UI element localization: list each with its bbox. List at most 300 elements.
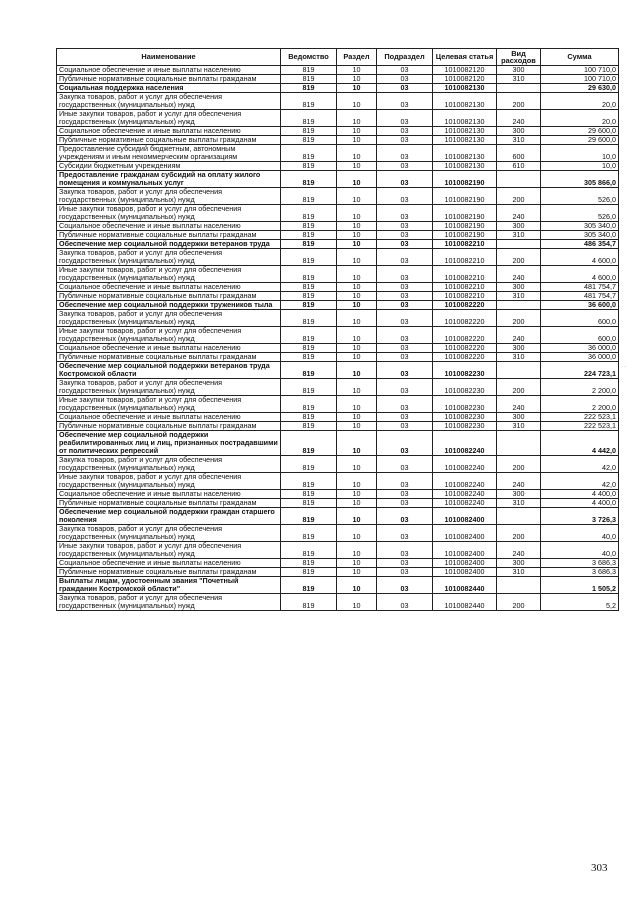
cell-subsection: 03 [377,456,433,473]
cell-exp-type: 300 [497,413,541,422]
cell-name: Закупка товаров, работ и услуг для обеспечения государственных (муниципальных) нужд [57,379,281,396]
cell-section: 10 [337,353,377,362]
cell-sum: 305 340,0 [541,222,619,231]
cell-subsection: 03 [377,568,433,577]
cell-dept: 819 [281,542,337,559]
cell-name: Иные закупки товаров, работ и услуг для обеспечения государственных (муниципальных) нужд [57,473,281,490]
cell-section: 10 [337,66,377,75]
table-row [57,525,619,542]
cell-exp-type: 240 [497,396,541,413]
cell-exp-type [497,577,541,594]
table-row [57,362,619,379]
cell-dept: 819 [281,188,337,205]
cell-target: 1010082240 [433,456,497,473]
header-name: Наименование [57,49,281,66]
cell-subsection: 03 [377,559,433,568]
cell-dept: 819 [281,136,337,145]
cell-name: Социальное обеспечение и иные выплаты населению [57,559,281,568]
cell-subsection: 03 [377,379,433,396]
cell-dept: 819 [281,145,337,162]
cell-target: 1010082440 [433,594,497,611]
cell-subsection: 03 [377,249,433,266]
cell-target: 1010082230 [433,396,497,413]
cell-dept: 819 [281,283,337,292]
cell-target: 1010082440 [433,577,497,594]
cell-section: 10 [337,162,377,171]
table-row [57,188,619,205]
cell-section: 10 [337,188,377,205]
table-row [57,205,619,222]
cell-dept: 819 [281,75,337,84]
cell-name: Публичные нормативные социальные выплаты гражданам [57,75,281,84]
cell-sum: 4 442,0 [541,431,619,456]
cell-sum: 222 523,1 [541,413,619,422]
cell-exp-type: 310 [497,353,541,362]
cell-exp-type: 240 [497,110,541,127]
cell-target: 1010082190 [433,171,497,188]
cell-sum: 29 630,0 [541,84,619,93]
cell-subsection: 03 [377,66,433,75]
cell-name: Социальное обеспечение и иные выплаты населению [57,283,281,292]
cell-subsection: 03 [377,353,433,362]
cell-subsection: 03 [377,110,433,127]
cell-exp-type [497,84,541,93]
cell-subsection: 03 [377,93,433,110]
cell-target: 1010082190 [433,222,497,231]
cell-dept: 819 [281,292,337,301]
table-row [57,249,619,266]
cell-dept: 819 [281,266,337,283]
cell-dept: 819 [281,499,337,508]
cell-target: 1010082220 [433,327,497,344]
cell-name: Закупка товаров, работ и услуг для обеспечения государственных (муниципальных) нужд [57,93,281,110]
table-row [57,542,619,559]
cell-name: Публичные нормативные социальные выплаты гражданам [57,292,281,301]
cell-subsection: 03 [377,594,433,611]
cell-exp-type [497,240,541,249]
cell-name: Иные закупки товаров, работ и услуг для обеспечения государственных (муниципальных) нужд [57,110,281,127]
cell-subsection: 03 [377,222,433,231]
cell-subsection: 03 [377,162,433,171]
cell-subsection: 03 [377,396,433,413]
cell-section: 10 [337,145,377,162]
cell-section: 10 [337,110,377,127]
table-row [57,310,619,327]
cell-name: Публичные нормативные социальные выплаты гражданам [57,353,281,362]
cell-section: 10 [337,171,377,188]
cell-target: 1010082210 [433,266,497,283]
cell-sum: 526,0 [541,205,619,222]
cell-sum: 36 000,0 [541,344,619,353]
cell-exp-type: 200 [497,249,541,266]
cell-name: Иные закупки товаров, работ и услуг для обеспечения государственных (муниципальных) нужд [57,205,281,222]
cell-sum: 29 600,0 [541,136,619,145]
cell-section: 10 [337,75,377,84]
cell-section: 10 [337,594,377,611]
page-number: 303 [591,862,608,874]
cell-dept: 819 [281,362,337,379]
cell-name: Социальное обеспечение и иные выплаты населению [57,413,281,422]
cell-dept: 819 [281,249,337,266]
cell-section: 10 [337,431,377,456]
cell-section: 10 [337,456,377,473]
cell-target: 1010082230 [433,379,497,396]
cell-subsection: 03 [377,266,433,283]
cell-sum: 42,0 [541,473,619,490]
cell-subsection: 03 [377,292,433,301]
cell-name: Иные закупки товаров, работ и услуг для обеспечения государственных (муниципальных) нужд [57,327,281,344]
cell-dept: 819 [281,327,337,344]
cell-sum: 4 600,0 [541,266,619,283]
cell-subsection: 03 [377,327,433,344]
cell-target: 1010082210 [433,283,497,292]
cell-target: 1010082400 [433,559,497,568]
cell-sum: 481 754,7 [541,292,619,301]
cell-sum: 3 726,3 [541,508,619,525]
cell-section: 10 [337,499,377,508]
cell-dept: 819 [281,171,337,188]
cell-exp-type: 610 [497,162,541,171]
cell-subsection: 03 [377,413,433,422]
cell-sum: 305 340,0 [541,231,619,240]
cell-target: 1010082240 [433,431,497,456]
cell-exp-type: 200 [497,310,541,327]
cell-name: Закупка товаров, работ и услуг для обеспечения государственных (муниципальных) нужд [57,456,281,473]
cell-exp-type: 310 [497,136,541,145]
cell-section: 10 [337,379,377,396]
cell-section: 10 [337,344,377,353]
cell-target: 1010082220 [433,310,497,327]
cell-subsection: 03 [377,188,433,205]
cell-dept: 819 [281,301,337,310]
cell-section: 10 [337,301,377,310]
cell-section: 10 [337,490,377,499]
table-row [57,456,619,473]
cell-dept: 819 [281,231,337,240]
cell-name: Публичные нормативные социальные выплаты гражданам [57,499,281,508]
table-row [57,396,619,413]
cell-sum: 526,0 [541,188,619,205]
cell-sum: 2 200,0 [541,379,619,396]
cell-exp-type: 200 [497,594,541,611]
cell-sum: 4 400,0 [541,490,619,499]
cell-exp-type: 600 [497,145,541,162]
cell-target: 1010082240 [433,499,497,508]
cell-section: 10 [337,93,377,110]
cell-name: Обеспечение мер социальной поддержки тружеников тыла [57,301,281,310]
cell-sum: 36 000,0 [541,353,619,362]
cell-section: 10 [337,127,377,136]
cell-section: 10 [337,413,377,422]
table-body [57,66,619,611]
cell-section: 10 [337,422,377,431]
cell-name: Предоставление гражданам субсидий на оплату жилого помещения и коммунальных услуг [57,171,281,188]
cell-target: 1010082120 [433,66,497,75]
cell-dept: 819 [281,490,337,499]
table-row [57,431,619,456]
table-row [57,145,619,162]
table-row [57,577,619,594]
cell-target: 1010082220 [433,344,497,353]
cell-sum: 36 600,0 [541,301,619,310]
cell-section: 10 [337,508,377,525]
cell-target: 1010082400 [433,542,497,559]
cell-section: 10 [337,310,377,327]
table-row [57,508,619,525]
cell-exp-type: 300 [497,283,541,292]
cell-sum: 3 686,3 [541,568,619,577]
cell-name: Закупка товаров, работ и услуг для обеспечения государственных (муниципальных) нужд [57,525,281,542]
cell-sum: 222 523,1 [541,422,619,431]
cell-name: Публичные нормативные социальные выплаты гражданам [57,136,281,145]
cell-subsection: 03 [377,431,433,456]
cell-exp-type: 310 [497,231,541,240]
cell-sum: 100 710,0 [541,66,619,75]
table-row [57,594,619,611]
cell-subsection: 03 [377,542,433,559]
cell-subsection: 03 [377,136,433,145]
cell-sum: 224 723,1 [541,362,619,379]
cell-exp-type [497,431,541,456]
cell-sum: 29 600,0 [541,127,619,136]
cell-section: 10 [337,84,377,93]
cell-target: 1010082130 [433,145,497,162]
cell-name: Социальное обеспечение и иные выплаты населению [57,490,281,499]
cell-subsection: 03 [377,127,433,136]
cell-target: 1010082400 [433,508,497,525]
cell-name: Закупка товаров, работ и услуг для обеспечения государственных (муниципальных) нужд [57,249,281,266]
cell-dept: 819 [281,456,337,473]
header-sum: Сумма [541,49,619,66]
cell-sum: 100 710,0 [541,75,619,84]
cell-exp-type: 200 [497,188,541,205]
cell-sum: 40,0 [541,525,619,542]
cell-exp-type: 300 [497,127,541,136]
cell-sum: 42,0 [541,456,619,473]
cell-target: 1010082130 [433,136,497,145]
header-target: Целевая статья [433,49,497,66]
cell-sum: 10,0 [541,162,619,171]
cell-exp-type [497,508,541,525]
cell-dept: 819 [281,577,337,594]
cell-exp-type: 240 [497,542,541,559]
cell-subsection: 03 [377,310,433,327]
cell-subsection: 03 [377,473,433,490]
cell-name: Предоставление субсидий бюджетным, автономным учреждениям и иным некоммерческим организациям [57,145,281,162]
cell-exp-type: 240 [497,473,541,490]
cell-name: Социальное обеспечение и иные выплаты населению [57,222,281,231]
cell-sum: 4 400,0 [541,499,619,508]
cell-exp-type: 300 [497,66,541,75]
scan-mark: · [624,364,626,370]
cell-target: 1010082230 [433,422,497,431]
cell-section: 10 [337,362,377,379]
table-row [57,93,619,110]
cell-dept: 819 [281,508,337,525]
cell-section: 10 [337,136,377,145]
cell-name: Социальное обеспечение и иные выплаты населению [57,66,281,75]
table-row [57,266,619,283]
cell-dept: 819 [281,559,337,568]
cell-subsection: 03 [377,577,433,594]
cell-target: 1010082130 [433,127,497,136]
cell-exp-type: 300 [497,222,541,231]
cell-dept: 819 [281,379,337,396]
cell-sum: 20,0 [541,110,619,127]
cell-name: Обеспечение мер социальной поддержки ветеранов труда Костромской области [57,362,281,379]
cell-exp-type [497,362,541,379]
cell-dept: 819 [281,127,337,136]
cell-dept: 819 [281,162,337,171]
cell-target: 1010082220 [433,301,497,310]
cell-section: 10 [337,396,377,413]
table-row [57,379,619,396]
cell-sum: 1 505,2 [541,577,619,594]
header-section: Раздел [337,49,377,66]
cell-target: 1010082230 [433,362,497,379]
cell-exp-type: 200 [497,525,541,542]
cell-dept: 819 [281,473,337,490]
cell-name: Закупка товаров, работ и услуг для обеспечения государственных (муниципальных) нужд [57,310,281,327]
cell-target: 1010082130 [433,110,497,127]
cell-dept: 819 [281,93,337,110]
cell-sum: 481 754,7 [541,283,619,292]
cell-dept: 819 [281,422,337,431]
cell-dept: 819 [281,205,337,222]
cell-subsection: 03 [377,231,433,240]
cell-sum: 600,0 [541,327,619,344]
cell-section: 10 [337,568,377,577]
cell-sum: 486 354,7 [541,240,619,249]
cell-section: 10 [337,249,377,266]
cell-sum: 305 866,0 [541,171,619,188]
cell-target: 1010082240 [433,473,497,490]
cell-dept: 819 [281,568,337,577]
cell-subsection: 03 [377,84,433,93]
cell-section: 10 [337,266,377,283]
cell-exp-type: 310 [497,499,541,508]
cell-name: Выплаты лицам, удостоенным звания "Почетный гражданин Костромской области" [57,577,281,594]
table-header [57,49,619,66]
cell-name: Публичные нормативные социальные выплаты гражданам [57,231,281,240]
budget-table [56,48,619,611]
cell-name: Социальная поддержка населения [57,84,281,93]
cell-subsection: 03 [377,301,433,310]
cell-section: 10 [337,473,377,490]
cell-dept: 819 [281,240,337,249]
cell-sum: 4 600,0 [541,249,619,266]
cell-name: Публичные нормативные социальные выплаты гражданам [57,568,281,577]
table-row [57,473,619,490]
cell-dept: 819 [281,525,337,542]
cell-sum: 40,0 [541,542,619,559]
cell-subsection: 03 [377,422,433,431]
cell-subsection: 03 [377,499,433,508]
cell-name: Закупка товаров, работ и услуг для обеспечения государственных (муниципальных) нужд [57,594,281,611]
cell-name: Иные закупки товаров, работ и услуг для обеспечения государственных (муниципальных) нужд [57,542,281,559]
cell-name: Обеспечение мер социальной поддержки граждан старшего поколения [57,508,281,525]
table-row [57,171,619,188]
cell-name: Обеспечение мер социальной поддержки реабилитированных лиц и лиц, признанных пострадавшими от политических репрессий [57,431,281,456]
cell-target: 1010082210 [433,249,497,266]
cell-target: 1010082130 [433,93,497,110]
table-row [57,327,619,344]
cell-dept: 819 [281,413,337,422]
header-subsection: Подраздел [377,49,433,66]
cell-subsection: 03 [377,240,433,249]
cell-dept: 819 [281,66,337,75]
cell-dept: 819 [281,431,337,456]
cell-subsection: 03 [377,205,433,222]
cell-dept: 819 [281,84,337,93]
cell-sum: 3 686,3 [541,559,619,568]
cell-target: 1010082130 [433,162,497,171]
cell-exp-type: 200 [497,379,541,396]
cell-target: 1010082210 [433,240,497,249]
cell-name: Субсидии бюджетным учреждениям [57,162,281,171]
cell-target: 1010082230 [433,413,497,422]
cell-sum: 5,2 [541,594,619,611]
cell-name: Обеспечение мер социальной поддержки ветеранов труда [57,240,281,249]
cell-section: 10 [337,577,377,594]
cell-exp-type: 200 [497,456,541,473]
header-exp-type: Вид расходов [497,49,541,66]
cell-target: 1010082220 [433,353,497,362]
cell-dept: 819 [281,310,337,327]
cell-name: Иные закупки товаров, работ и услуг для обеспечения государственных (муниципальных) нужд [57,266,281,283]
cell-exp-type: 240 [497,327,541,344]
cell-subsection: 03 [377,171,433,188]
cell-sum: 2 200,0 [541,396,619,413]
cell-target: 1010082400 [433,525,497,542]
cell-target: 1010082240 [433,490,497,499]
cell-target: 1010082190 [433,188,497,205]
cell-dept: 819 [281,396,337,413]
cell-exp-type: 310 [497,568,541,577]
cell-exp-type: 300 [497,559,541,568]
cell-section: 10 [337,559,377,568]
cell-exp-type: 310 [497,422,541,431]
cell-section: 10 [337,283,377,292]
cell-section: 10 [337,327,377,344]
cell-section: 10 [337,205,377,222]
cell-subsection: 03 [377,283,433,292]
cell-section: 10 [337,525,377,542]
cell-dept: 819 [281,353,337,362]
cell-dept: 819 [281,110,337,127]
cell-section: 10 [337,222,377,231]
cell-subsection: 03 [377,362,433,379]
cell-subsection: 03 [377,525,433,542]
cell-subsection: 03 [377,344,433,353]
cell-sum: 20,0 [541,93,619,110]
cell-exp-type [497,301,541,310]
cell-name: Иные закупки товаров, работ и услуг для обеспечения государственных (муниципальных) нужд [57,396,281,413]
cell-section: 10 [337,542,377,559]
cell-target: 1010082210 [433,292,497,301]
cell-section: 10 [337,292,377,301]
cell-exp-type [497,171,541,188]
cell-section: 10 [337,231,377,240]
cell-exp-type: 300 [497,490,541,499]
cell-dept: 819 [281,594,337,611]
cell-exp-type: 240 [497,266,541,283]
cell-subsection: 03 [377,508,433,525]
table-row [57,110,619,127]
cell-exp-type: 240 [497,205,541,222]
cell-target: 1010082400 [433,568,497,577]
cell-sum: 10,0 [541,145,619,162]
